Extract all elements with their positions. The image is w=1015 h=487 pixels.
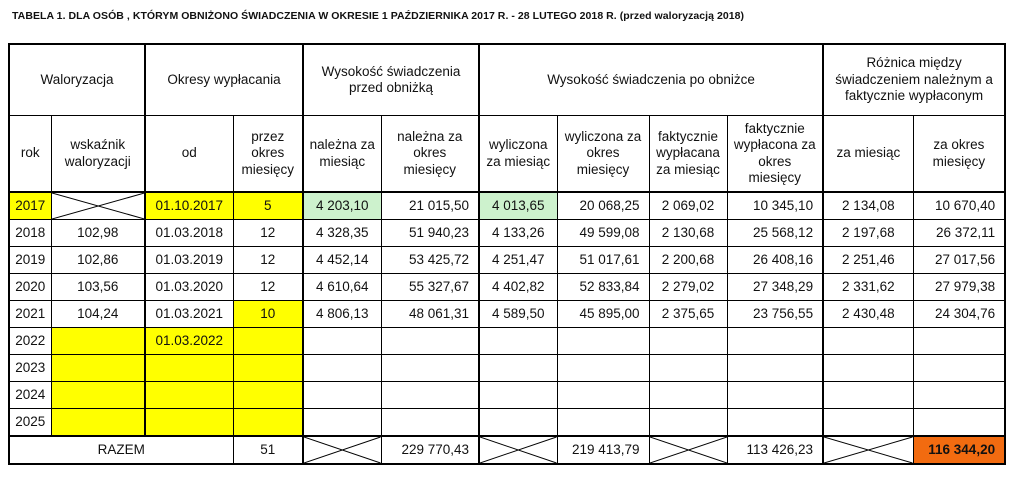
cell-nalezna-mies	[303, 328, 381, 355]
cell-roz-okres	[913, 328, 1005, 355]
cell-fakt-okres	[727, 328, 823, 355]
header-od: od	[145, 116, 233, 193]
cell-wyliczona-mies: 4 133,26	[479, 220, 557, 247]
cell-od: 01.03.2020	[145, 274, 233, 301]
cell-nalezna-mies	[303, 409, 381, 437]
cell-wskaznik	[51, 409, 145, 437]
cell-przez: 5	[233, 192, 303, 220]
cell-fakt-okres: 23 756,55	[727, 301, 823, 328]
cell-nalezna-okres: 48 061,31	[381, 301, 479, 328]
razem-nalezna-mies-crossed	[303, 436, 381, 464]
cell-wskaznik	[51, 328, 145, 355]
table-row	[9, 328, 1005, 355]
cell-roz-mies	[823, 328, 913, 355]
cell-nalezna-okres	[381, 409, 479, 437]
cell-od: 01.03.2018	[145, 220, 233, 247]
cell-nalezna-mies: 4 610,64	[303, 274, 381, 301]
cell-roz-okres	[913, 409, 1005, 437]
razem-przez: 51	[233, 436, 303, 464]
cell-fakt-mies: 2 375,65	[649, 301, 727, 328]
razem-label: RAZEM	[9, 436, 233, 464]
header-przez: przez okres miesięcy	[233, 116, 303, 193]
cell-wyliczona-mies: 4 251,47	[479, 247, 557, 274]
cell-roz-mies	[823, 409, 913, 437]
cell-rok: 2025	[9, 409, 51, 437]
cell-od: 01.10.2017	[145, 192, 233, 220]
cell-przez	[233, 382, 303, 409]
pension-table-wrapper	[8, 43, 1006, 465]
cell-nalezna-okres: 51 940,23	[381, 220, 479, 247]
cell-fakt-mies	[649, 355, 727, 382]
cell-nalezna-mies	[303, 382, 381, 409]
cell-nalezna-okres: 55 327,67	[381, 274, 479, 301]
cell-roz-mies: 2 430,48	[823, 301, 913, 328]
table-row	[9, 409, 1005, 437]
cell-nalezna-mies	[303, 355, 381, 382]
cell-roz-mies: 2 134,08	[823, 192, 913, 220]
cell-wyliczona-okres: 49 599,08	[557, 220, 649, 247]
cell-roz-mies: 2 331,62	[823, 274, 913, 301]
cell-nalezna-mies: 4 806,13	[303, 301, 381, 328]
cell-przez: 12	[233, 274, 303, 301]
table-row	[9, 301, 1005, 328]
cell-rok: 2024	[9, 382, 51, 409]
cell-wskaznik	[51, 382, 145, 409]
cell-roz-mies	[823, 382, 913, 409]
cell-fakt-mies	[649, 328, 727, 355]
razem-roz-okres: 116 344,20	[913, 436, 1005, 464]
table-row	[9, 247, 1005, 274]
cell-roz-okres: 26 372,11	[913, 220, 1005, 247]
cell-rok: 2019	[9, 247, 51, 274]
cell-wyliczona-okres	[557, 328, 649, 355]
cell-nalezna-mies: 4 328,35	[303, 220, 381, 247]
table-title: TABELA 1. DLA OSÓB , KTÓRYM OBNIŻONO ŚWIADCZENIA W OKRESIE 1 PAŹDZIERNIKA 2017 R. - 28 LUTEGO 2018 R. (przed waloryzacją 2018)	[12, 10, 745, 22]
cell-fakt-mies: 2 200,68	[649, 247, 727, 274]
cell-przez: 10	[233, 301, 303, 328]
cell-roz-okres: 24 304,76	[913, 301, 1005, 328]
cross-mark-icon	[650, 437, 727, 463]
header-wyliczona-okres: wyliczona za okres miesięcy	[557, 116, 649, 193]
cell-od	[145, 409, 233, 437]
cell-wyliczona-okres	[557, 382, 649, 409]
cell-rok: 2020	[9, 274, 51, 301]
cell-wskaznik: 103,56	[51, 274, 145, 301]
cell-przez: 12	[233, 220, 303, 247]
group-header-row	[9, 44, 1005, 116]
header-wskaznik: wskaźnik waloryzacji	[51, 116, 145, 193]
razem-fakt-okres: 113 426,23	[727, 436, 823, 464]
cell-wyliczona-mies: 4 402,82	[479, 274, 557, 301]
cell-nalezna-okres: 21 015,50	[381, 192, 479, 220]
cell-fakt-okres: 25 568,12	[727, 220, 823, 247]
cell-od: 01.03.2019	[145, 247, 233, 274]
group-header-okresy: Okresy wypłacania	[145, 44, 303, 116]
cell-nalezna-mies: 4 452,14	[303, 247, 381, 274]
cell-wskaznik: 104,24	[51, 301, 145, 328]
cell-wyliczona-mies	[479, 328, 557, 355]
cell-fakt-mies	[649, 382, 727, 409]
header-nalezna-okres: należna za okres miesięcy	[381, 116, 479, 193]
cell-nalezna-okres	[381, 328, 479, 355]
table-row	[9, 192, 1005, 220]
razem-wyliczona-okres: 219 413,79	[557, 436, 649, 464]
cell-wyliczona-mies	[479, 382, 557, 409]
table-row	[9, 274, 1005, 301]
cell-rok: 2021	[9, 301, 51, 328]
group-header-przed: Wysokość świadczenia przed obniżką	[303, 44, 479, 116]
cell-roz-okres	[913, 382, 1005, 409]
cell-roz-mies	[823, 355, 913, 382]
cell-wyliczona-okres: 45 895,00	[557, 301, 649, 328]
cross-mark-icon	[824, 437, 913, 463]
cell-od: 01.03.2022	[145, 328, 233, 355]
cell-nalezna-okres	[381, 355, 479, 382]
group-header-roznica: Różnica między świadczeniem należnym a faktycznie wypłaconym	[823, 44, 1005, 116]
cell-roz-mies: 2 251,46	[823, 247, 913, 274]
cell-roz-okres	[913, 355, 1005, 382]
cell-wyliczona-mies	[479, 409, 557, 437]
cell-fakt-okres: 27 348,29	[727, 274, 823, 301]
header-fakt-okres: faktycznie wypłacona za okres miesięcy	[727, 116, 823, 193]
group-header-po: Wysokość świadczenia po obniżce	[479, 44, 823, 116]
cell-fakt-mies: 2 279,02	[649, 274, 727, 301]
cell-rok: 2022	[9, 328, 51, 355]
header-nalezna-mies: należna za miesiąc	[303, 116, 381, 193]
cell-wyliczona-okres: 52 833,84	[557, 274, 649, 301]
header-fakt-mies: faktycznie wypłacana za miesiąc	[649, 116, 727, 193]
cell-od	[145, 355, 233, 382]
cell-fakt-mies: 2 069,02	[649, 192, 727, 220]
cell-wyliczona-mies: 4 589,50	[479, 301, 557, 328]
cell-przez	[233, 409, 303, 437]
cell-wyliczona-okres	[557, 409, 649, 437]
cell-wyliczona-mies	[479, 355, 557, 382]
cell-wyliczona-mies: 4 013,65	[479, 192, 557, 220]
cross-mark-icon	[480, 437, 557, 463]
cell-wyliczona-okres: 51 017,61	[557, 247, 649, 274]
cross-mark-icon	[52, 193, 145, 219]
cell-fakt-okres	[727, 355, 823, 382]
cell-wskaznik-crossed	[51, 192, 145, 220]
cell-rok: 2018	[9, 220, 51, 247]
cell-od: 01.03.2021	[145, 301, 233, 328]
cell-rok: 2017	[9, 192, 51, 220]
razem-fakt-mies-crossed	[649, 436, 727, 464]
header-wyliczona-mies: wyliczona za miesiąc	[479, 116, 557, 193]
cell-przez	[233, 328, 303, 355]
cell-wyliczona-okres: 20 068,25	[557, 192, 649, 220]
cell-roz-okres: 27 017,56	[913, 247, 1005, 274]
cell-wskaznik	[51, 355, 145, 382]
pension-table	[8, 43, 1006, 465]
cell-fakt-okres	[727, 409, 823, 437]
cell-przez	[233, 355, 303, 382]
cell-od	[145, 382, 233, 409]
cell-roz-okres: 27 979,38	[913, 274, 1005, 301]
table-row	[9, 382, 1005, 409]
header-roz-okres: za okres miesięcy	[913, 116, 1005, 193]
cell-fakt-okres: 26 408,16	[727, 247, 823, 274]
cell-fakt-mies	[649, 409, 727, 437]
razem-roz-mies-crossed	[823, 436, 913, 464]
cell-roz-mies: 2 197,68	[823, 220, 913, 247]
razem-nalezna-okres: 229 770,43	[381, 436, 479, 464]
cell-fakt-okres	[727, 382, 823, 409]
cell-rok: 2023	[9, 355, 51, 382]
cell-fakt-okres: 10 345,10	[727, 192, 823, 220]
cell-roz-okres: 10 670,40	[913, 192, 1005, 220]
cell-nalezna-okres	[381, 382, 479, 409]
cell-nalezna-okres: 53 425,72	[381, 247, 479, 274]
cell-wskaznik: 102,98	[51, 220, 145, 247]
cell-fakt-mies: 2 130,68	[649, 220, 727, 247]
header-roz-mies: za miesiąc	[823, 116, 913, 193]
table-row	[9, 220, 1005, 247]
group-header-waloryzacja: Waloryzacja	[9, 44, 145, 116]
cross-mark-icon	[304, 437, 381, 463]
razem-wyliczona-mies-crossed	[479, 436, 557, 464]
cell-wskaznik: 102,86	[51, 247, 145, 274]
razem-row	[9, 436, 1005, 464]
table-row	[9, 355, 1005, 382]
cell-wyliczona-okres	[557, 355, 649, 382]
cell-przez: 12	[233, 247, 303, 274]
sub-header-row	[9, 116, 1005, 193]
header-rok: rok	[9, 116, 51, 193]
cell-nalezna-mies: 4 203,10	[303, 192, 381, 220]
